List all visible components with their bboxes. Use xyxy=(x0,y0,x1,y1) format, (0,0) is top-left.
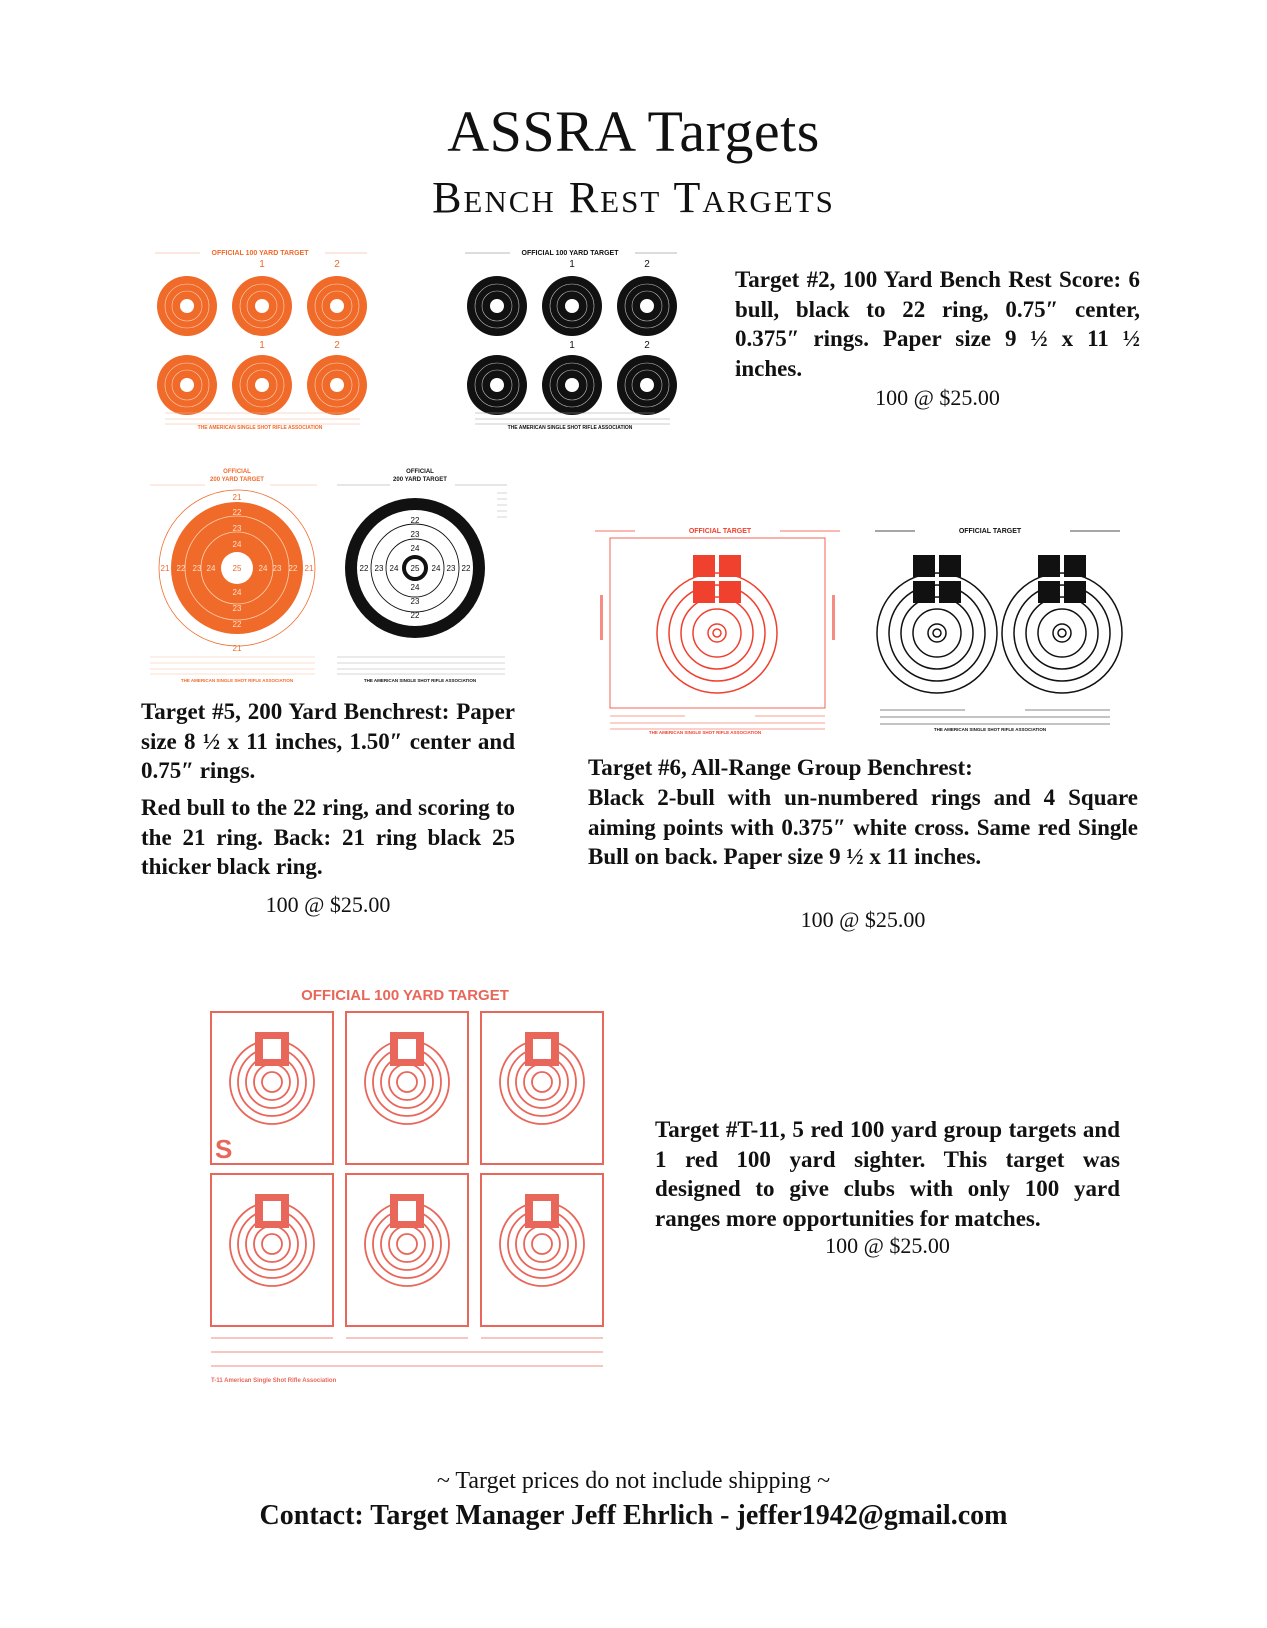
svg-text:25: 25 xyxy=(232,564,242,573)
svg-text:THE AMERICAN SINGLE SHOT RIFLE: THE AMERICAN SINGLE SHOT RIFLE ASSOCIATION xyxy=(180,678,294,683)
svg-text:23: 23 xyxy=(446,564,456,573)
target-2-price: 100 @ $25.00 xyxy=(875,385,1000,410)
contact-line: Contact: Target Manager Jeff Ehrlich - jeffer1942@gmail.com xyxy=(259,1500,1008,1531)
target-6-description-heading: Target #6, All-Range Group Benchrest: xyxy=(588,755,973,780)
svg-text:24: 24 xyxy=(206,564,216,573)
svg-text:OFFICIAL 100 YARD TARGET: OFFICIAL 100 YARD TARGET xyxy=(521,250,619,257)
target-6-black-image xyxy=(875,525,1125,735)
target-heading: OFFICIAL 100 YARD TARGET xyxy=(211,250,309,257)
page-title: ASSRA Targets xyxy=(447,99,820,164)
svg-text:OFFICIAL 100 YARD TARGET: OFFICIAL 100 YARD TARGET xyxy=(301,987,509,1004)
svg-text:22: 22 xyxy=(410,611,420,620)
svg-text:23: 23 xyxy=(272,564,282,573)
svg-text:22: 22 xyxy=(461,564,471,573)
svg-text:23: 23 xyxy=(232,604,242,613)
target-5-description-p2: Red bull to the 22 ring, and scoring to the 21 ring. Back: 21 ring black 25 thicker black ring. xyxy=(141,795,515,879)
target-t11-red-image xyxy=(205,982,610,1402)
svg-text:OFFICIAL TARGET: OFFICIAL TARGET xyxy=(958,528,1022,535)
svg-text:22: 22 xyxy=(232,508,242,517)
target-t11-price: 100 @ $25.00 xyxy=(825,1233,950,1258)
svg-text:24: 24 xyxy=(232,588,242,597)
svg-text:24: 24 xyxy=(258,564,268,573)
svg-text:OFFICIAL TARGET: OFFICIAL TARGET xyxy=(688,528,752,535)
svg-text:24: 24 xyxy=(410,583,420,592)
svg-text:1: 1 xyxy=(259,340,265,351)
svg-text:24: 24 xyxy=(410,544,420,553)
target-2-orange-image xyxy=(145,245,375,430)
svg-text:OFFICIAL: OFFICIAL xyxy=(406,469,434,475)
page-subtitle: Bench Rest Targets xyxy=(432,173,835,222)
target-t11-description: Target #T-11, 5 red 100 yard group targets and 1 red 100 yard sighter. This target was designed to give clubs with only 100 yard ranges more opportunities for matches. xyxy=(655,1117,1120,1231)
svg-text:23: 23 xyxy=(410,530,420,539)
svg-text:THE AMERICAN SINGLE SHOT RIFLE: THE AMERICAN SINGLE SHOT RIFLE ASSOCIATION xyxy=(363,678,477,683)
svg-text:21: 21 xyxy=(232,644,242,653)
target-5-orange-image xyxy=(145,465,320,685)
svg-text:25: 25 xyxy=(410,564,420,573)
svg-text:OFFICIAL: OFFICIAL xyxy=(223,469,251,475)
target-5-black-image xyxy=(335,465,510,685)
svg-text:200 YARD TARGET: 200 YARD TARGET xyxy=(210,477,264,483)
svg-text:THE AMERICAN SINGLE SHOT RIFLE: THE AMERICAN SINGLE SHOT RIFLE ASSOCIATION xyxy=(507,425,633,430)
target-2-black-image xyxy=(455,245,685,430)
target-2-description: Target #2, 100 Yard Bench Rest Score: 6 bull, black to 22 ring, 0.75″ center, 0.375″ rings. Paper size 9 ½ x 11 ½ inches. xyxy=(735,267,1140,381)
svg-text:22: 22 xyxy=(176,564,186,573)
svg-text:1: 1 xyxy=(569,340,575,351)
svg-text:22: 22 xyxy=(288,564,298,573)
svg-text:21: 21 xyxy=(304,564,314,573)
target-5-price: 100 @ $25.00 xyxy=(265,892,391,917)
svg-text:1: 1 xyxy=(569,259,575,270)
svg-text:24: 24 xyxy=(232,540,242,549)
svg-text:T-11 American Single Shot Rif: T-11 American Single Shot Rifle Association xyxy=(211,1378,337,1384)
target-6-red-image xyxy=(595,525,845,735)
svg-text:23: 23 xyxy=(232,524,242,533)
svg-text:1: 1 xyxy=(259,259,265,270)
svg-text:21: 21 xyxy=(160,564,170,573)
svg-text:23: 23 xyxy=(410,597,420,606)
target-6-price: 100 @ $25.00 xyxy=(800,907,926,932)
svg-text:22: 22 xyxy=(359,564,369,573)
svg-text:24: 24 xyxy=(431,564,441,573)
svg-text:THE AMERICAN SINGLE SHOT RIFLE: THE AMERICAN SINGLE SHOT RIFLE ASSOCIATION xyxy=(197,425,323,430)
svg-text:22: 22 xyxy=(410,516,420,525)
svg-text:2: 2 xyxy=(644,259,650,270)
svg-text:24: 24 xyxy=(389,564,399,573)
svg-text:200 YARD TARGET: 200 YARD TARGET xyxy=(393,477,447,483)
svg-text:22: 22 xyxy=(232,620,242,629)
svg-text:2: 2 xyxy=(334,340,340,351)
svg-text:23: 23 xyxy=(192,564,202,573)
target-5-description-p1: Target #5, 200 Yard Benchrest: Paper size 8 ½ x 11 inches, 1.50″ center and 0.75″ rings. xyxy=(141,699,515,783)
svg-text:21: 21 xyxy=(232,493,242,502)
svg-text:2: 2 xyxy=(644,340,650,351)
svg-text:THE AMERICAN SINGLE SHOT RIFLE: THE AMERICAN SINGLE SHOT RIFLE ASSOCIATION xyxy=(648,730,762,735)
sighter-label: S xyxy=(215,1134,233,1164)
target-6-description: Black 2-bull with un-numbered rings and 4 Square aiming points with 0.375″ white cross. Same red Single Bull on back. Paper size 9 ½ x 11 inches. xyxy=(588,785,1138,869)
svg-text:2: 2 xyxy=(334,259,340,270)
svg-text:THE AMERICAN SINGLE SHOT RIFLE: THE AMERICAN SINGLE SHOT RIFLE ASSOCIATION xyxy=(933,727,1047,732)
svg-text:23: 23 xyxy=(374,564,384,573)
shipping-note: ~ Target prices do not include shipping ~ xyxy=(436,1468,831,1494)
